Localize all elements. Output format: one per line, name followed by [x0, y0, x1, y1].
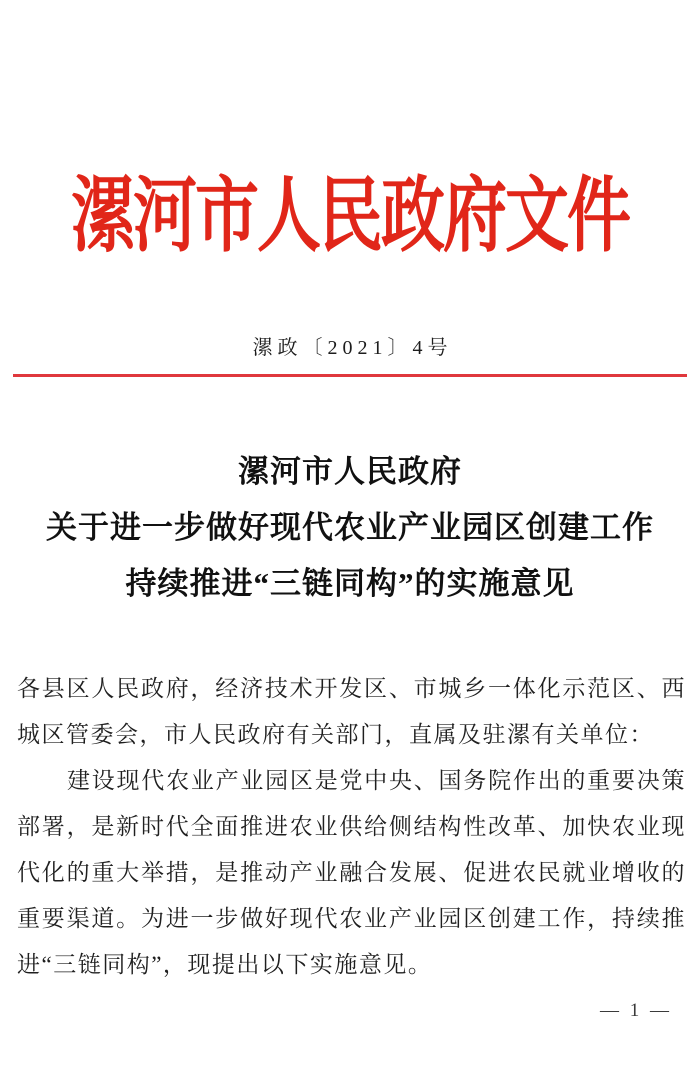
document-title — [0, 444, 700, 612]
document-title-line-1: 漯河市人民政府 — [238, 454, 462, 489]
agency-banner-title: 漯河市人民政府文件 — [71, 170, 629, 262]
page-number: — 1 — — [600, 1000, 672, 1021]
document-body — [17, 666, 686, 988]
red-divider-rule — [13, 374, 687, 377]
document-title-line-2: 关于进一步做好现代农业产业园区创建工作 — [46, 510, 654, 545]
salutation-paragraph: 各县区人民政府，经济技术开发区、市城乡一体化示范区、西城区管委会，市人民政府有关部门，直属及驻漯有关单位： — [17, 676, 686, 747]
document-title-line-3: 持续推进“三链同构”的实施意见 — [125, 566, 575, 601]
document-reference-number: 漯政〔2021〕4号 — [252, 337, 453, 359]
body-paragraph-1: 建设现代农业产业园区是党中央、国务院作出的重要决策部署，是新时代全面推进农业供给侧结构性改革、加快农业现代化的重大举措，是推动产业融合发展、促进农民就业增收的重要渠道。为进一步做好现代农业产业园区创建工作，持续推进“三链同构”，现提出以下实施意见。 — [17, 768, 686, 977]
